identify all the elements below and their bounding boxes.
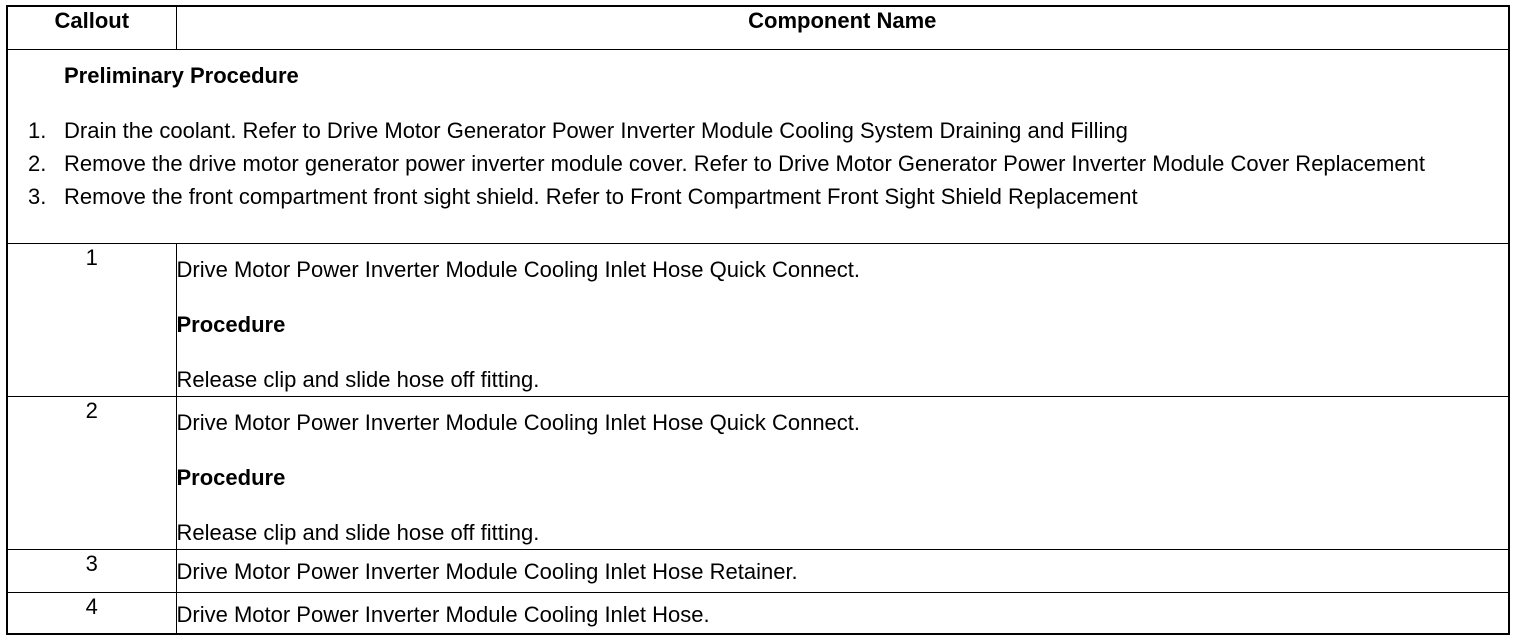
component-name-column-header: Component Name (176, 7, 1508, 50)
procedure-label: Procedure (176, 312, 286, 337)
preliminary-step (8, 117, 1508, 144)
procedure-text: Release clip and slide hose off fitting. (176, 367, 540, 392)
callout-number: 3 (8, 550, 176, 593)
table-row (8, 593, 1508, 636)
component-table (8, 7, 1508, 635)
step-number: 1. (28, 118, 47, 143)
procedure-text: Release clip and slide hose off fitting. (176, 520, 540, 545)
component-cell (176, 244, 1508, 397)
step-number: 3. (28, 184, 47, 209)
component-name: Drive Motor Power Inverter Module Cooling Inlet Hose Retainer. (176, 550, 1508, 593)
step-text: Remove the drive motor generator power inverter module cover. Refer to Drive Motor Generator Power Inverter Module Cover Replacement (64, 151, 1425, 176)
component-cell (176, 397, 1508, 550)
table-header-row (8, 7, 1508, 50)
step-text: Remove the front compartment front sight shield. Refer to Front Compartment Front Sight Shield Replacement (64, 184, 1138, 209)
document-frame (6, 5, 1510, 635)
callout-column-header: Callout (8, 7, 176, 50)
callout-number: 4 (8, 593, 176, 636)
table-row (8, 397, 1508, 550)
preliminary-steps-list (8, 89, 1508, 210)
step-number: 2. (28, 151, 47, 176)
step-text: Drain the coolant. Refer to Drive Motor Generator Power Inverter Module Cooling System Draining and Filling (64, 118, 1128, 143)
callout-number: 1 (8, 244, 176, 397)
preliminary-procedure-title: Preliminary Procedure (64, 63, 299, 88)
component-name: Drive Motor Power Inverter Module Cooling Inlet Hose Quick Connect. (176, 410, 861, 435)
preliminary-step (8, 183, 1508, 210)
table-row (8, 550, 1508, 593)
preliminary-step (8, 150, 1508, 177)
component-name: Drive Motor Power Inverter Module Cooling Inlet Hose Quick Connect. (176, 257, 861, 282)
preliminary-procedure-row (8, 50, 1508, 244)
table-row (8, 244, 1508, 397)
component-name: Drive Motor Power Inverter Module Cooling Inlet Hose. (176, 593, 1508, 636)
preliminary-procedure-cell (8, 50, 1508, 244)
procedure-label: Procedure (176, 465, 286, 490)
callout-number: 2 (8, 397, 176, 550)
